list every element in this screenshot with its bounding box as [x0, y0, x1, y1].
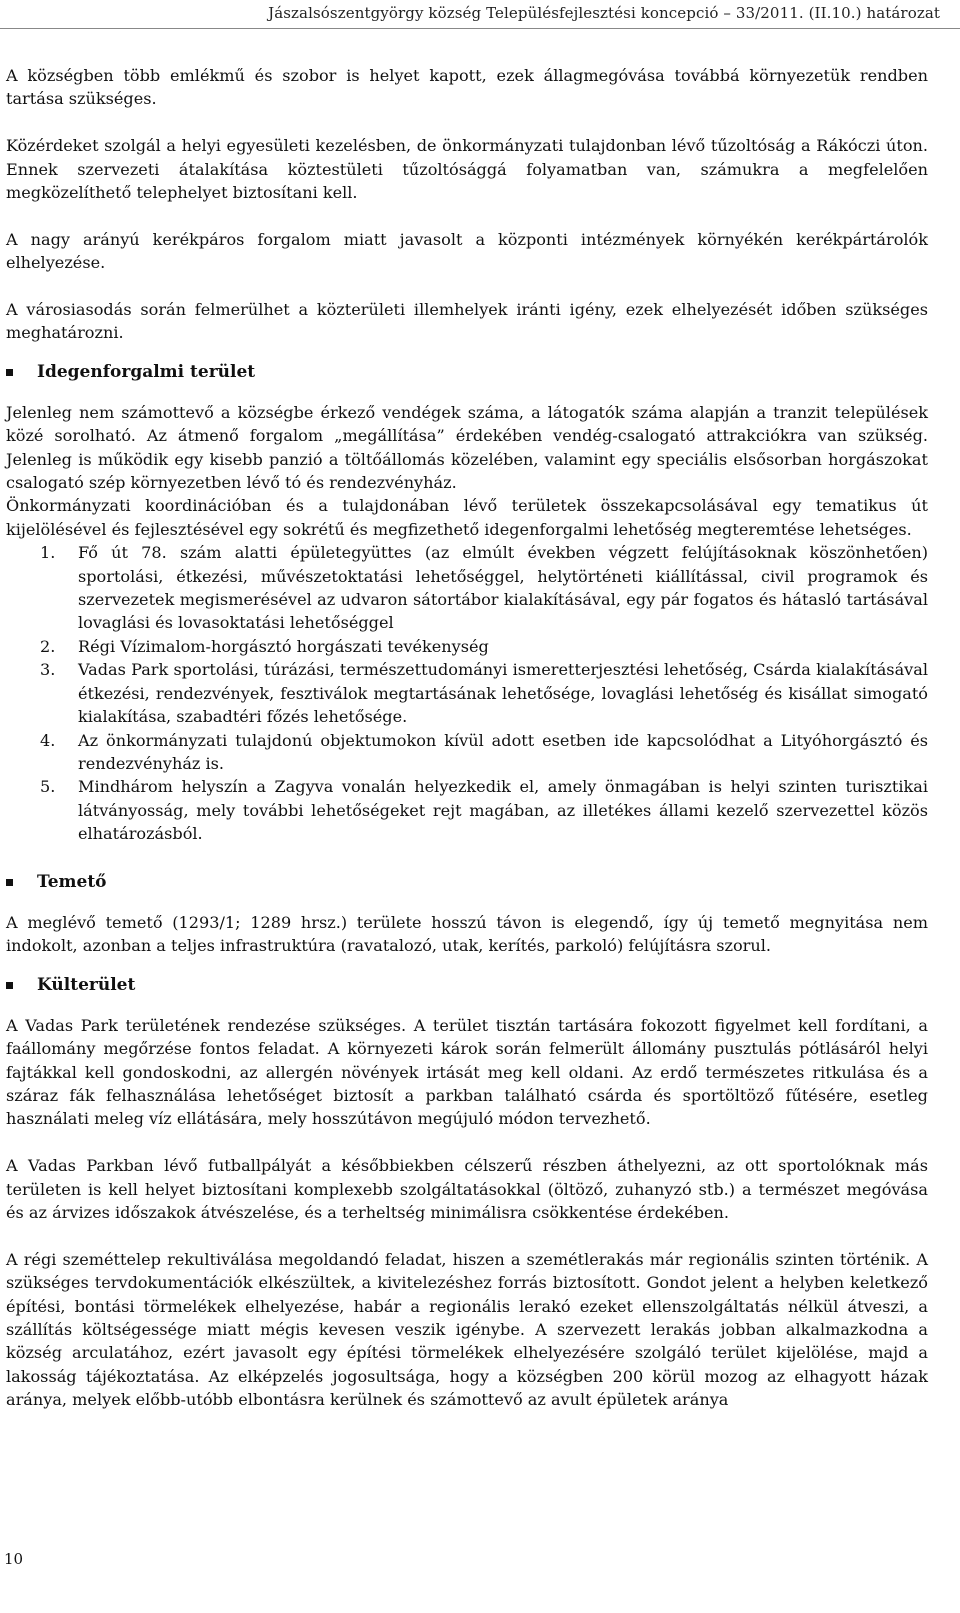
section-heading-outskirts — [6, 972, 928, 1000]
list-item-text: Mindhárom helyszín a Zagyva vonalán helyezkedik el, amely önmagában is helyi szinten turisztikai látványosság, mely további lehetőségeket rejt magában, az illetékes állami kezelő szervezettel közös elhatározásból. — [78, 777, 928, 844]
paragraph-monuments: A községben több emlékmű és szobor is helyet kapott, ezek állagmegóvása továbbá környezetük rendben tartása szükséges. — [6, 66, 928, 109]
page-number: 10 — [4, 1550, 24, 1568]
list-item-text: Vadas Park sportolási, túrázási, természettudományi ismeretterjesztési lehetőség, Csárda kialakításával étkezési, rendezvények, fesztiválok megtartásának lehetősége, lovaglási lehetőség és kisállat simogató kialakítása, szabadtéri főzés lehetősége. — [78, 660, 928, 727]
square-bullet-icon — [6, 982, 13, 989]
section-heading-text: Idegenforgalmi terület — [37, 362, 256, 383]
square-bullet-icon — [6, 369, 13, 376]
document-body — [6, 64, 928, 1412]
list-item-number: 3. — [40, 660, 56, 680]
paragraph-vadas-park: A Vadas Park területének rendezése szükséges. A terület tisztán tartására fokozott figyelmet kell fordítani, a faállomány megőrzése fontos feladat. A környezeti károk során felmerült állomány pusztulás pótlásáról helyi fajtákkal kell gondoskodni, az allergén növények irtását meg kell oldani. Az erdő természetes ritkulása és a száraz fák felhasználása lehetőséget biztosít a parkban található csárda és sportöltöző fűtésére, esetleg használati meleg víz ellátására, mely hosszútávon megújuló módon tervezhető. — [6, 1015, 928, 1129]
tourism-list — [6, 541, 928, 845]
square-bullet-icon — [6, 879, 13, 886]
list-item-text: Régi Vízimalom-horgásztó horgászati tevékenység — [78, 636, 489, 656]
header-rule — [0, 28, 960, 29]
paragraph-tourism-coordination: Önkormányzati koordinációban és a tulajdonában lévő területek összekapcsolásával egy tematikus út kijelölésével és fejlesztésével egy sokrétű és megfizethető idegenforgalmi lehetőség megteremtése lehetséges. — [6, 496, 928, 539]
list-item-number: 5. — [40, 777, 56, 797]
list-item — [6, 635, 928, 658]
paragraph-toilets: A városiasodás során felmerülhet a közterületi illemhelyek iránti igény, ezek elhelyezését időben szükséges meghatározni. — [6, 300, 928, 343]
paragraph-landfill: A régi szeméttelep rekultiválása megoldandó feladat, hiszen a szemétlerakás már regionális szinten történik. A szükséges tervdokumentációk elkészültek, a kivitelezéshez forrás biztosított. Gondot jelent a helyben keletkező építési, bontási törmelékek elhelyezése, habár a regionális lerakó ezeket ellenszolgáltatás nélkül átveszi, a szállítás költségessége miatt mégis kevesen veszik igénybe. A szervezett lerakás jobban alkalmazkodna a község arculatához, ezért javasolt egy építési törmelékek elhelyezésére szolgáló terület kijelölése, majd a lakosság tájékoztatása. Az elképzelés jogosultsága, hogy a községben 200 körül mozog az elhagyott házak aránya, melyek előbb-utóbb elbontásra kerülnek és számottevő az avult épületek aránya — [6, 1249, 928, 1410]
paragraph-fire-station: Közérdeket szolgál a helyi egyesületi kezelésben, de önkormányzati tulajdonban lévő tűzoltóság a Rákóczi úton. Ennek szervezeti átalakítása köztestületi tűzoltósággá folyamatban van, számukra a megfelelően megközelíthető telephelyet biztosítani kell. — [6, 136, 928, 203]
section-heading-tourism — [6, 359, 928, 387]
list-item-number: 1. — [40, 543, 56, 563]
list-item-number: 2. — [40, 636, 56, 656]
list-item-text: Fő út 78. szám alatti épületegyüttes (az elmúlt években végzett felújításoknak köszönhetően) sportolási, étkezési, művészetoktatási lehetőséggel, helytörténeti kiállítással, civil programok és szervezetek megismerésével az udvaron sátortábor kialakításával, egy pár fogatos és hátasló tartásával lovaglási és lovasoktatási lehetőséggel — [78, 543, 928, 633]
list-item — [6, 658, 928, 728]
paragraph-football-field: A Vadas Parkban lévő futballpályát a későbbiekben célszerű részben áthelyezni, az ott sportolóknak más területen is kell helyet biztosítani komplexebb szolgáltatásokkal (öltöző, zuhanyzó stb.) a természet megóvása és az árvizes időszakok átvészelése, és a terheltség minimálisra csökkentése érdekében. — [6, 1156, 928, 1222]
paragraph-cemetery: A meglévő temető (1293/1; 1289 hrsz.) területe hosszú távon is elegendő, így új temető megnyitása nem indokolt, azonban a teljes infrastruktúra (ravatalozó, utak, kerítés, parkoló) felújításra szorul. — [6, 912, 928, 956]
section-heading-cemetery — [6, 869, 928, 897]
list-item — [6, 775, 928, 845]
list-item — [6, 729, 928, 776]
page-header: Jászalsószentgyörgy község Településfejlesztési koncepció – 33/2011. (II.10.) határozat — [268, 4, 940, 22]
paragraph-bicycle: A nagy arányú kerékpáros forgalom miatt javasolt a központi intézmények környékén kerékpártárolók elhelyezése. — [6, 229, 928, 273]
list-item-text: Az önkormányzati tulajdonú objektumokon kívül adott esetben ide kapcsolódhat a Lityóhorgásztó és rendezvényház is. — [78, 730, 928, 773]
section-heading-text: Temető — [37, 872, 107, 893]
section-heading-text: Külterület — [37, 975, 136, 996]
list-item — [6, 541, 928, 635]
paragraph-tourism-intro: Jelenleg nem számottevő a községbe érkező vendégek száma, a látogatók száma alapján a tranzit települések közé sorolható. Az átmenő forgalom „megállítása” érdekében vendég-csalogató attrakciókra van szükség. Jelenleg is működik egy kisebb panzió a töltőállomás közelében, valamint egy speciális elsősorban horgászokat csalogató szép környezetben lévő tó és rendezvényház. — [6, 402, 928, 493]
list-item-number: 4. — [40, 730, 56, 750]
